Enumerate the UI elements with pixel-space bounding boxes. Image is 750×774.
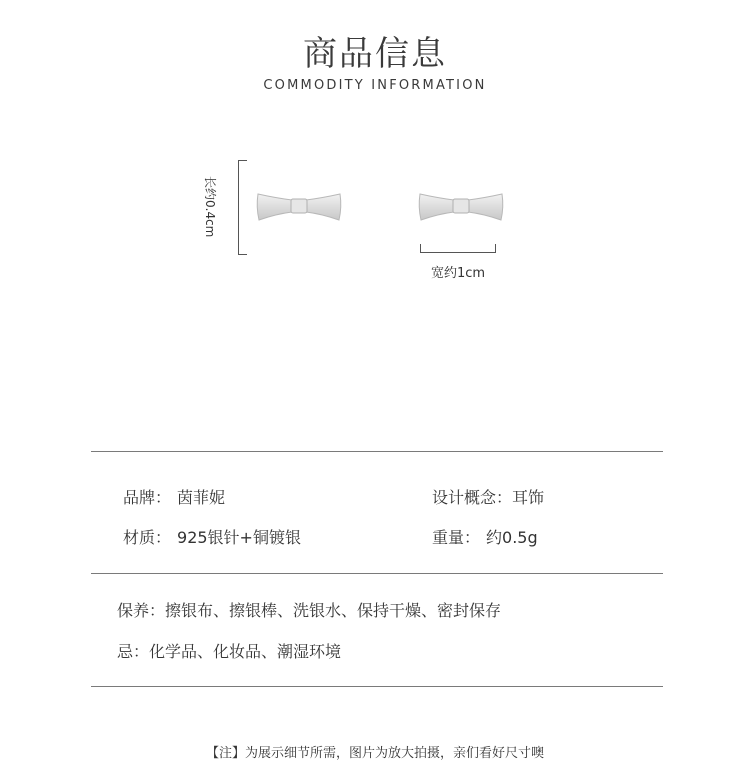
divider-bottom (91, 686, 663, 687)
length-measure-cap-bottom (238, 254, 247, 255)
spec-design-value: 耳饰 (512, 488, 545, 507)
spec-brand (123, 485, 225, 508)
spec-brand-label: 品牌： (123, 488, 172, 507)
spec-material (123, 525, 301, 548)
width-measure-cap-left (420, 244, 421, 253)
spec-material-value: 925银针+铜镀银 (177, 528, 301, 547)
spec-weight (432, 525, 538, 548)
care-avoid: 忌：化学品、化妆品、潮湿环境 (117, 642, 342, 661)
spec-weight-value: 约0.5g (486, 528, 538, 547)
divider-middle (91, 573, 663, 574)
length-measure-line (238, 160, 239, 255)
spec-brand-value: 茵菲妮 (177, 488, 226, 507)
page-title: 商品信息 (303, 34, 447, 74)
page-subtitle: COMMODITY INFORMATION (263, 78, 487, 93)
bow-earring-left-icon (254, 188, 344, 226)
length-measure-cap-top (238, 160, 247, 161)
spec-weight-label: 重量： (432, 528, 481, 547)
spec-design-label: 设计概念： (432, 488, 513, 507)
care-maintain: 保养：擦银布、擦银棒、洗银水、保持干燥、密封保存 (117, 601, 502, 620)
width-label: 宽约1cm (431, 266, 486, 281)
width-measure-line (420, 252, 496, 253)
length-label: 长约0.4cm (203, 176, 217, 238)
width-measure-cap-right (495, 244, 496, 253)
bow-earring-right-icon (416, 188, 506, 226)
footer-note: 【注】为展示细节所需，图片为放大拍摄，亲们看好尺寸噢 (205, 746, 544, 761)
spec-design (432, 485, 544, 508)
spec-material-label: 材质： (123, 528, 172, 547)
divider-top (91, 451, 663, 452)
